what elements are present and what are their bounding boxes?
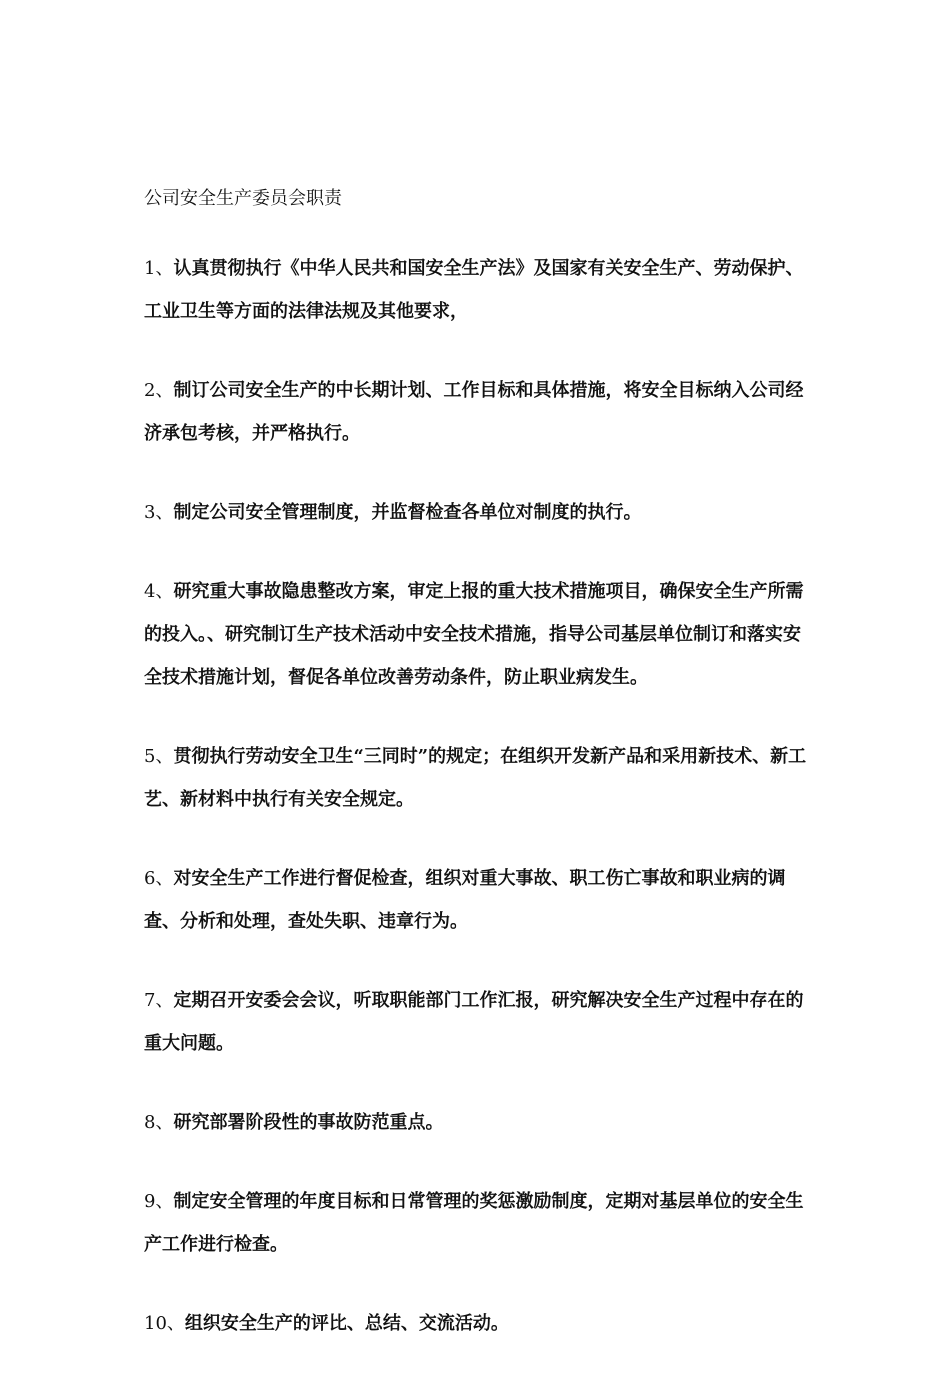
duty-item-10 [144,1302,816,1345]
duty-item-6 [144,857,816,943]
duty-item-9 [144,1180,816,1266]
item-text: 组织安全生产的评比、总结、交流活动。 [184,1313,509,1334]
item-text: 贯彻执行劳动安全卫生“三同时”的规定；在组织开发新产品和采用新技术、新工艺、新材料中执行有关安全规定。 [144,746,807,810]
item-text: 制定安全管理的年度目标和日常管理的奖惩激励制度，定期对基层单位的安全生产工作进行检查。 [144,1191,804,1255]
duty-item-1 [144,247,816,333]
item-number: 1、 [144,258,174,279]
item-text: 认真贯彻执行《中华人民共和国安全生产法》及国家有关安全生产、劳动保护、工业卫生等方面的法律法规及其他要求， [144,258,804,322]
item-number: 4、 [144,581,174,602]
item-number: 8、 [144,1112,174,1133]
item-number: 6、 [144,868,174,889]
item-text: 定期召开安委会会议，听取职能部门工作汇报，研究解决安全生产过程中存在的重大问题。 [144,990,804,1054]
duty-item-2 [144,369,816,455]
duty-item-5 [144,735,816,821]
duty-item-8 [144,1101,816,1144]
document-body [144,185,816,1381]
item-number: 5、 [144,746,174,767]
item-number: 10、 [144,1313,185,1334]
item-number: 2、 [144,380,174,401]
item-text: 制订公司安全生产的中长期计划、工作目标和具体措施，将安全目标纳入公司经济承包考核，并严格执行。 [144,380,804,444]
duty-item-7 [144,979,816,1065]
item-text: 研究重大事故隐患整改方案，审定上报的重大技术措施项目，确保安全生产所需的投入。、研究制订生产技术活动中安全技术措施，指导公司基层单位制订和落实安全技术措施计划，督促各单位改善劳动条件，防止职业病发生。 [144,581,804,688]
item-number: 7、 [144,990,174,1011]
item-number: 9、 [144,1191,174,1212]
document-title: 公司安全生产委员会职责 [144,188,342,209]
item-text: 制定公司安全管理制度，并监督检查各单位对制度的执行。 [173,502,642,523]
duty-item-4 [144,570,816,699]
item-text: 研究部署阶段性的事故防范重点。 [173,1112,444,1133]
item-number: 3、 [144,502,174,523]
item-text: 对安全生产工作进行督促检查，组织对重大事故、职工伤亡事故和职业病的调查、分析和处理，查处失职、违章行为。 [144,868,786,932]
duty-item-3 [144,491,816,534]
